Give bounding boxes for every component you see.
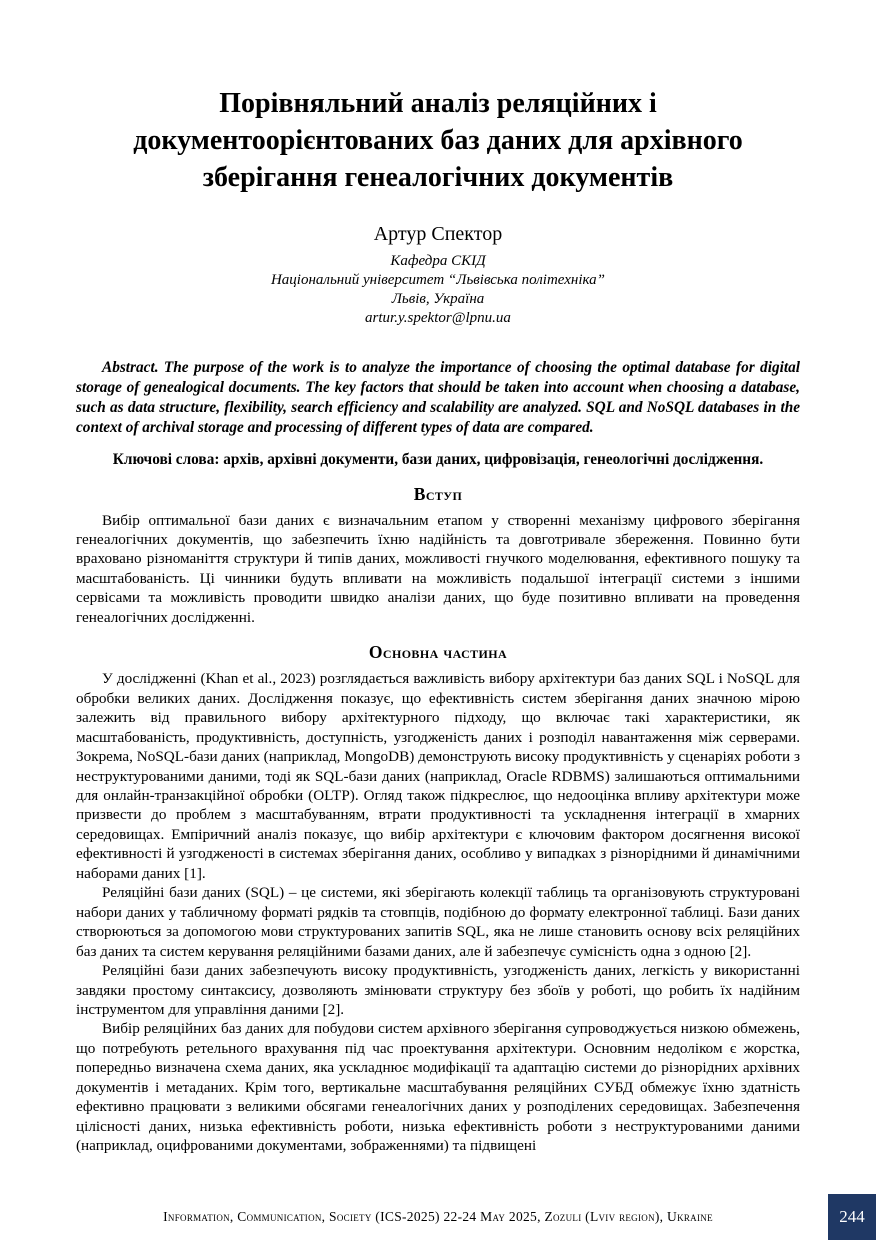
paragraph: Вибір реляційних баз даних для побудови систем архівного зберігання супроводжується низкою обмежень, що потребують ретельного врахування під час проектування архітектури. Основним недоліком є жорстка, попередньо визначена схема даних, яка ускладнює модифікації та адаптацію системи до різнорідних архівних документів і метаданих. Крім того, вертикальне масштабування реляційних СУБД обмежує їхню здатність ефективно працювати з великими обсягами генеалогічних даних у розподілених середовищах. Забезпечення цілісності даних, низька ефективність роботи, низька ефективність роботи з неструктурованими даними (наприклад, оцифрованими документами, зображеннями) та підвищені: [76, 1020, 800, 1155]
author-name: Артур Спектор: [373, 222, 503, 245]
paragraph: У дослідженні (Khan et al., 2023) розглядається важливість вибору архітектури баз даних SQL і NoSQL для обробки великих даних. Дослідження показує, що ефективність систем зберігання даних значною мірою залежить від правильного вибору архітектурного підходу, що включає такі характеристики, як масштабованість, продуктивність, доступність, узгодженість даних і розподіл навантаження між серверами. Зокрема, NoSQL-бази даних (наприклад, MongoDB) демонструють високу продуктивність у сценаріях роботи з неструктурованими даними, тоді як SQL-бази даних (наприклад, Oracle RDBMS) залишаються оптимальними для онлайн-транзакційної обробки (OLTP). Огляд також підкреслює, що недооцінка впливу архітектури може призвести до проблем з масштабуванням, втрати продуктивності та ускладнення інтеграції в хмарних середовищах. Емпіричний аналіз показує, що вибір архітектури є ключовим фактором досягнення високої ефективності й узгодженості в системах зберігання даних, особливо у випадках з різнорідними й динамічними наборами даних [1].: [76, 670, 800, 882]
section-heading-main-part: Основна частина: [368, 642, 508, 663]
keywords-line: Ключові слова: архів, архівні документи, бази даних, цифровізація, генеологічні дослідження.: [112, 450, 764, 468]
paragraph: Реляційні бази даних забезпечують високу продуктивність, узгодженість даних, легкість у використанні завдяки простому синтаксису, дозволяють змінювати структуру без збоїв у роботі, що робить їх надійним інструментом для управління даними [2].: [76, 962, 800, 1018]
affiliation-department: Кафедра СКІД: [390, 252, 486, 269]
section-heading-introduction: Вступ: [413, 483, 463, 504]
page-number-badge: 244: [828, 1194, 876, 1240]
page-title: Порівняльний аналіз реляційних і документоорієнтованих баз даних для архівного зберігання генеалогічних документів: [133, 88, 743, 193]
author-email: artur.y.spektor@lpnu.ua: [365, 310, 511, 326]
footer-conference-line: Information, Communication, Society (ICS-2025) 22-24 May 2025, Zozuli (Lviv region), Ukraine: [163, 1209, 713, 1224]
affiliation-university: Національний університет “Львівська політехніка”: [270, 271, 606, 288]
paragraph: Реляційні бази даних (SQL) – це системи, які зберігають колекції таблиць та організовують структуровані набори даних у табличному форматі рядків та стовпців, подібною до формату електронної таблиці. Бази даних створюються за допомогою мови структурованих запитів SQL, яка не лише становить основу всіх реляційних баз даних та систем керування реляційними базами даних, але й забезпечує сумісність одна з одною [2].: [76, 884, 800, 960]
paragraph: Вибір оптимальної бази даних є визначальним етапом у створенні механізму цифрового зберігання генеалогічних документів, що забезпечить їхню надійність та довготривале збереження. Повинно бути враховано різноманіття структури й типів даних, можливості гнучкого моделювання, ефективного пошуку та масштабованість. Ці чинники будуть впливати на можливість подальшої інтеграції системи з іншими сервісами та можливість проводити швидко аналізи даних, що буде позитивно впливати на проведення генеалогічних дослідженні.: [76, 511, 800, 626]
abstract-paragraph: Abstract. The purpose of the work is to analyze the importance of choosing the optimal database for digital storage of genealogical documents. The key factors that should be taken into account when choosing a database, such as data structure, flexibility, search efficiency and scalability are analyzed. SQL and NoSQL databases in the context of archival storage and processing of different types of data are compared.: [76, 359, 800, 436]
affiliation-city: Львів, Україна: [391, 290, 485, 307]
